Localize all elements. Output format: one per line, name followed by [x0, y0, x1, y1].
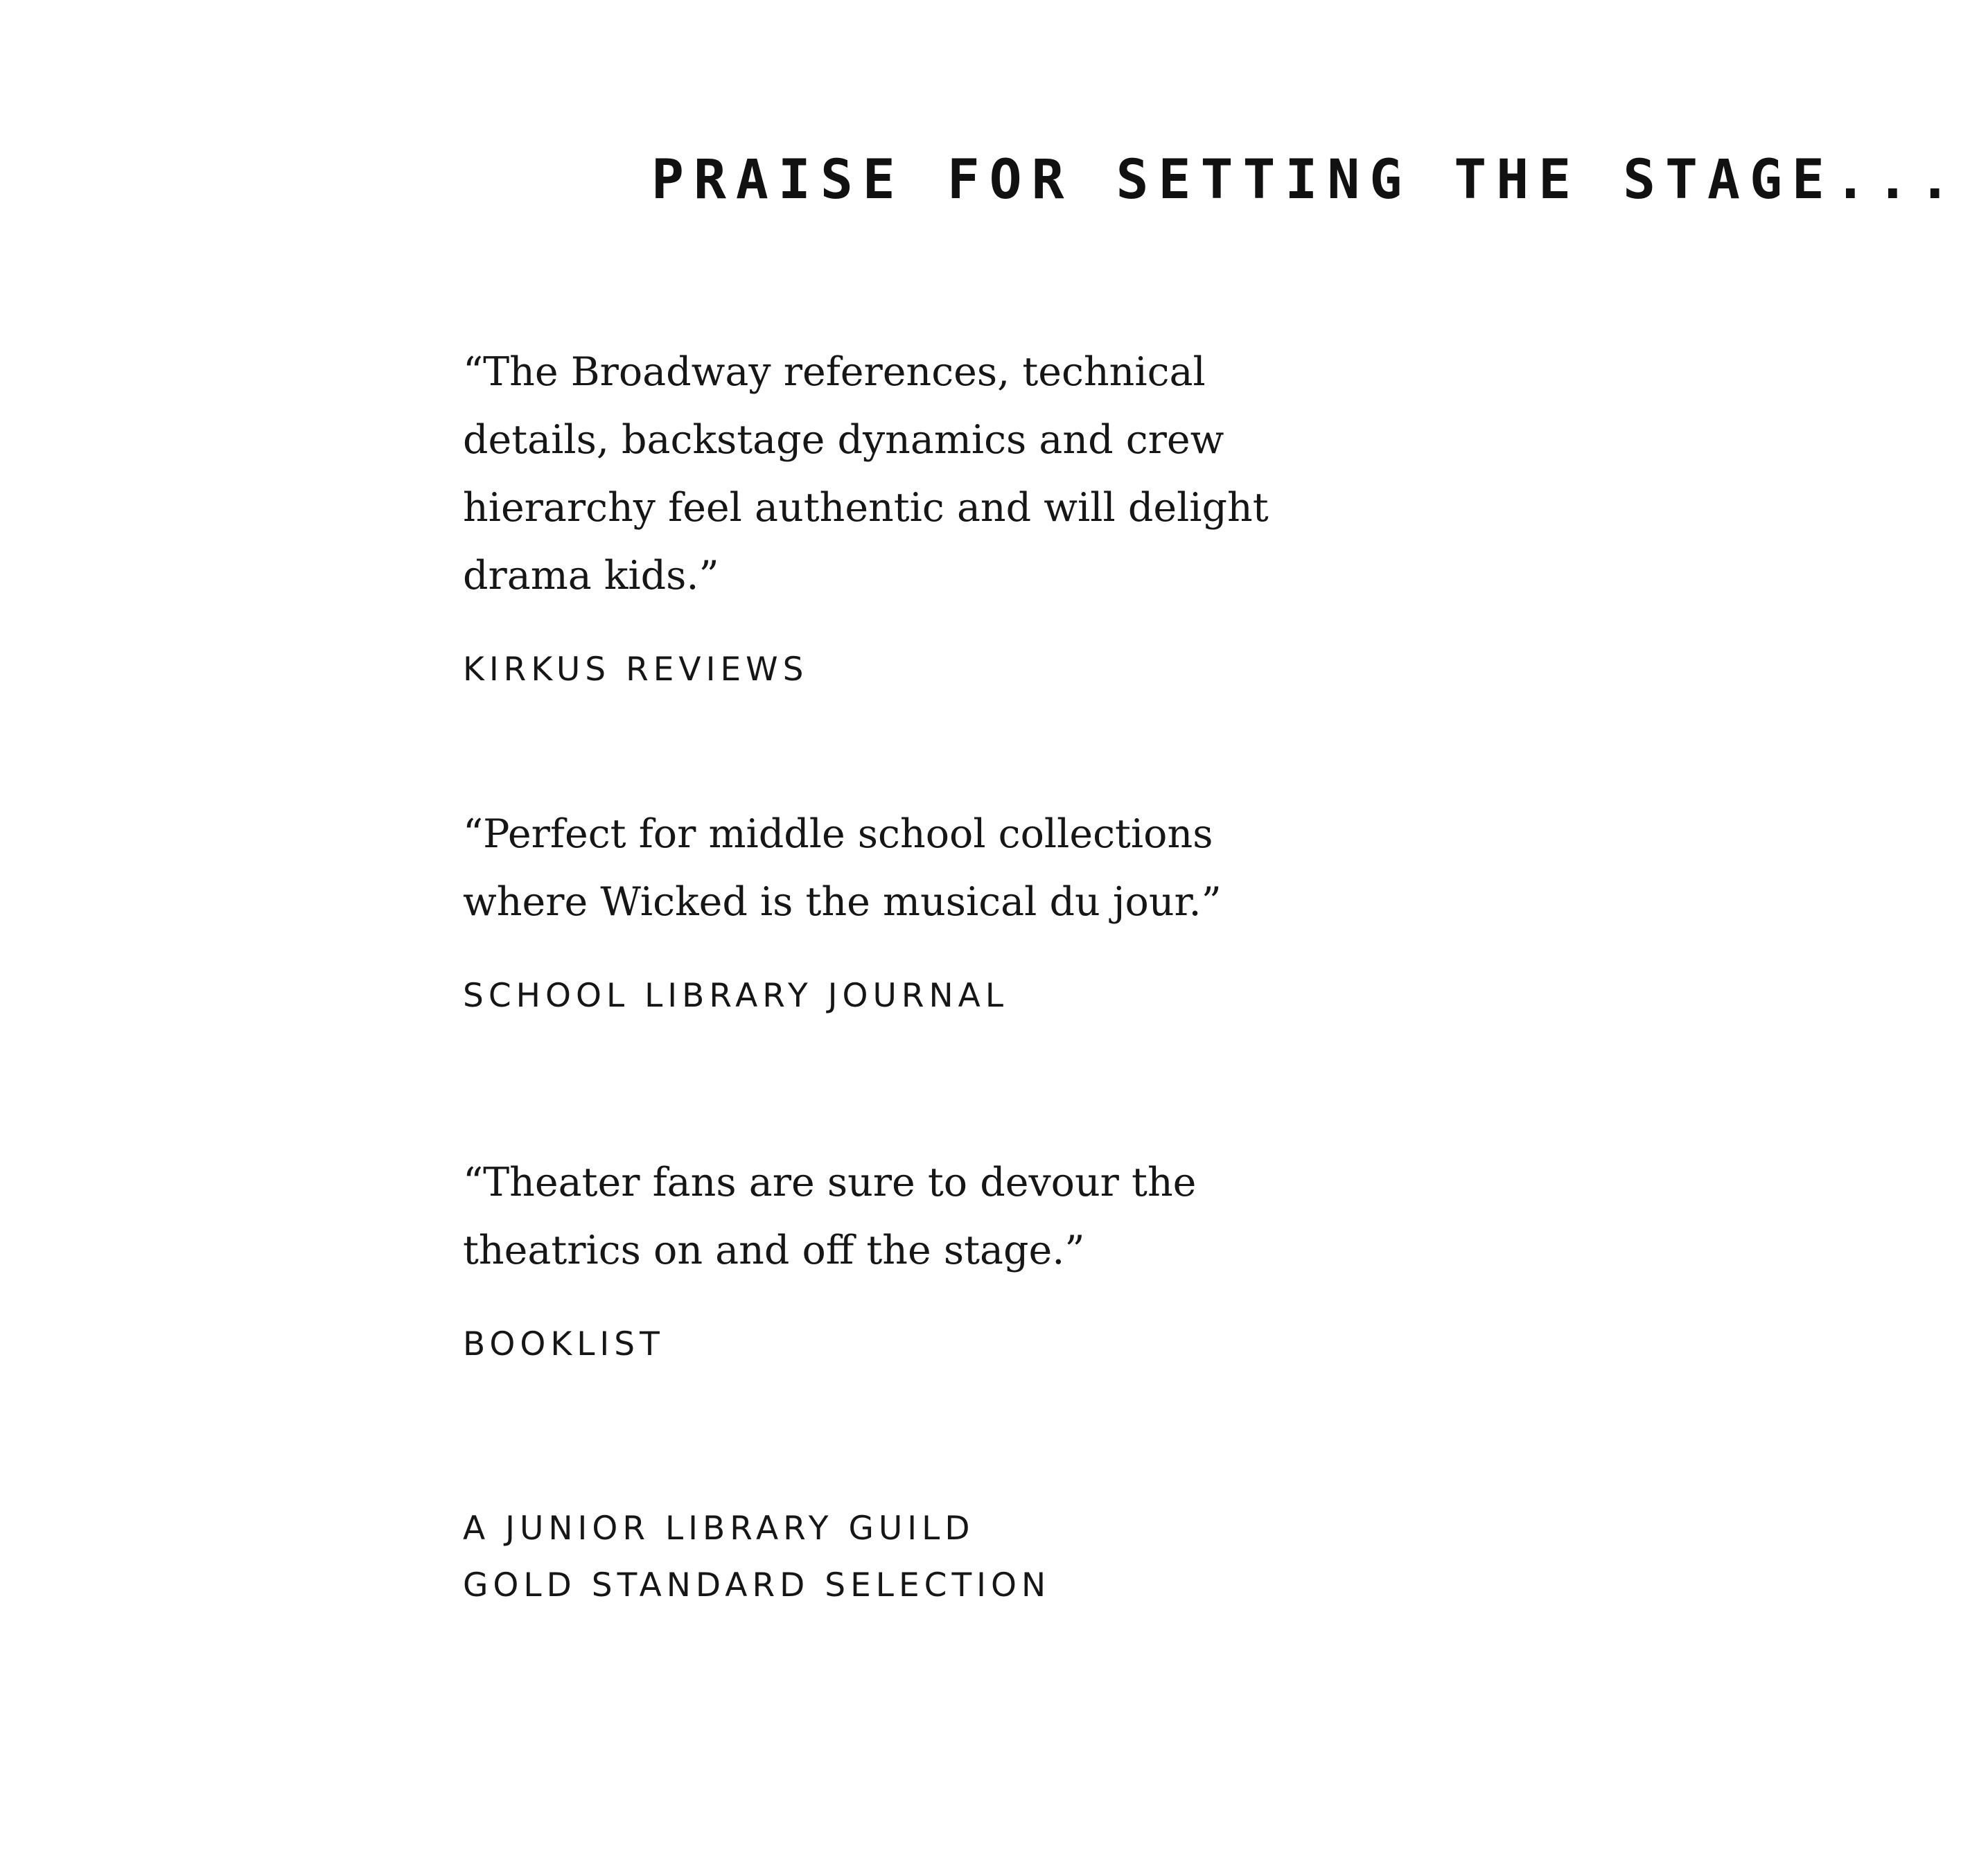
review-school-library-journal [463, 800, 1315, 1020]
review-source: BOOKLIST [463, 1325, 665, 1363]
review-quote: “Perfect for middle school collections where Wicked is the musical du jour.” [463, 811, 1222, 925]
award-line-1: A JUNIOR LIBRARY GUILD [463, 1510, 975, 1548]
review-source: KIRKUS REVIEWS [463, 651, 809, 689]
review-booklist [463, 1149, 1315, 1369]
review-kirkus [463, 338, 1315, 694]
award-line-2: GOLD STANDARD SELECTION [463, 1566, 1051, 1604]
review-quote: “Theater fans are sure to devour the theatrics on and off the stage.” [463, 1160, 1197, 1273]
award-notice [463, 1501, 1502, 1614]
review-source: SCHOOL LIBRARY JOURNAL [463, 977, 1009, 1015]
page-heading: PRAISE FOR SETTING THE STAGE... [651, 149, 1961, 211]
review-quote: “The Broadway references, technical details, backstage dynamics and crew hierarchy feel authentic and will delight drama kids.” [463, 349, 1269, 599]
